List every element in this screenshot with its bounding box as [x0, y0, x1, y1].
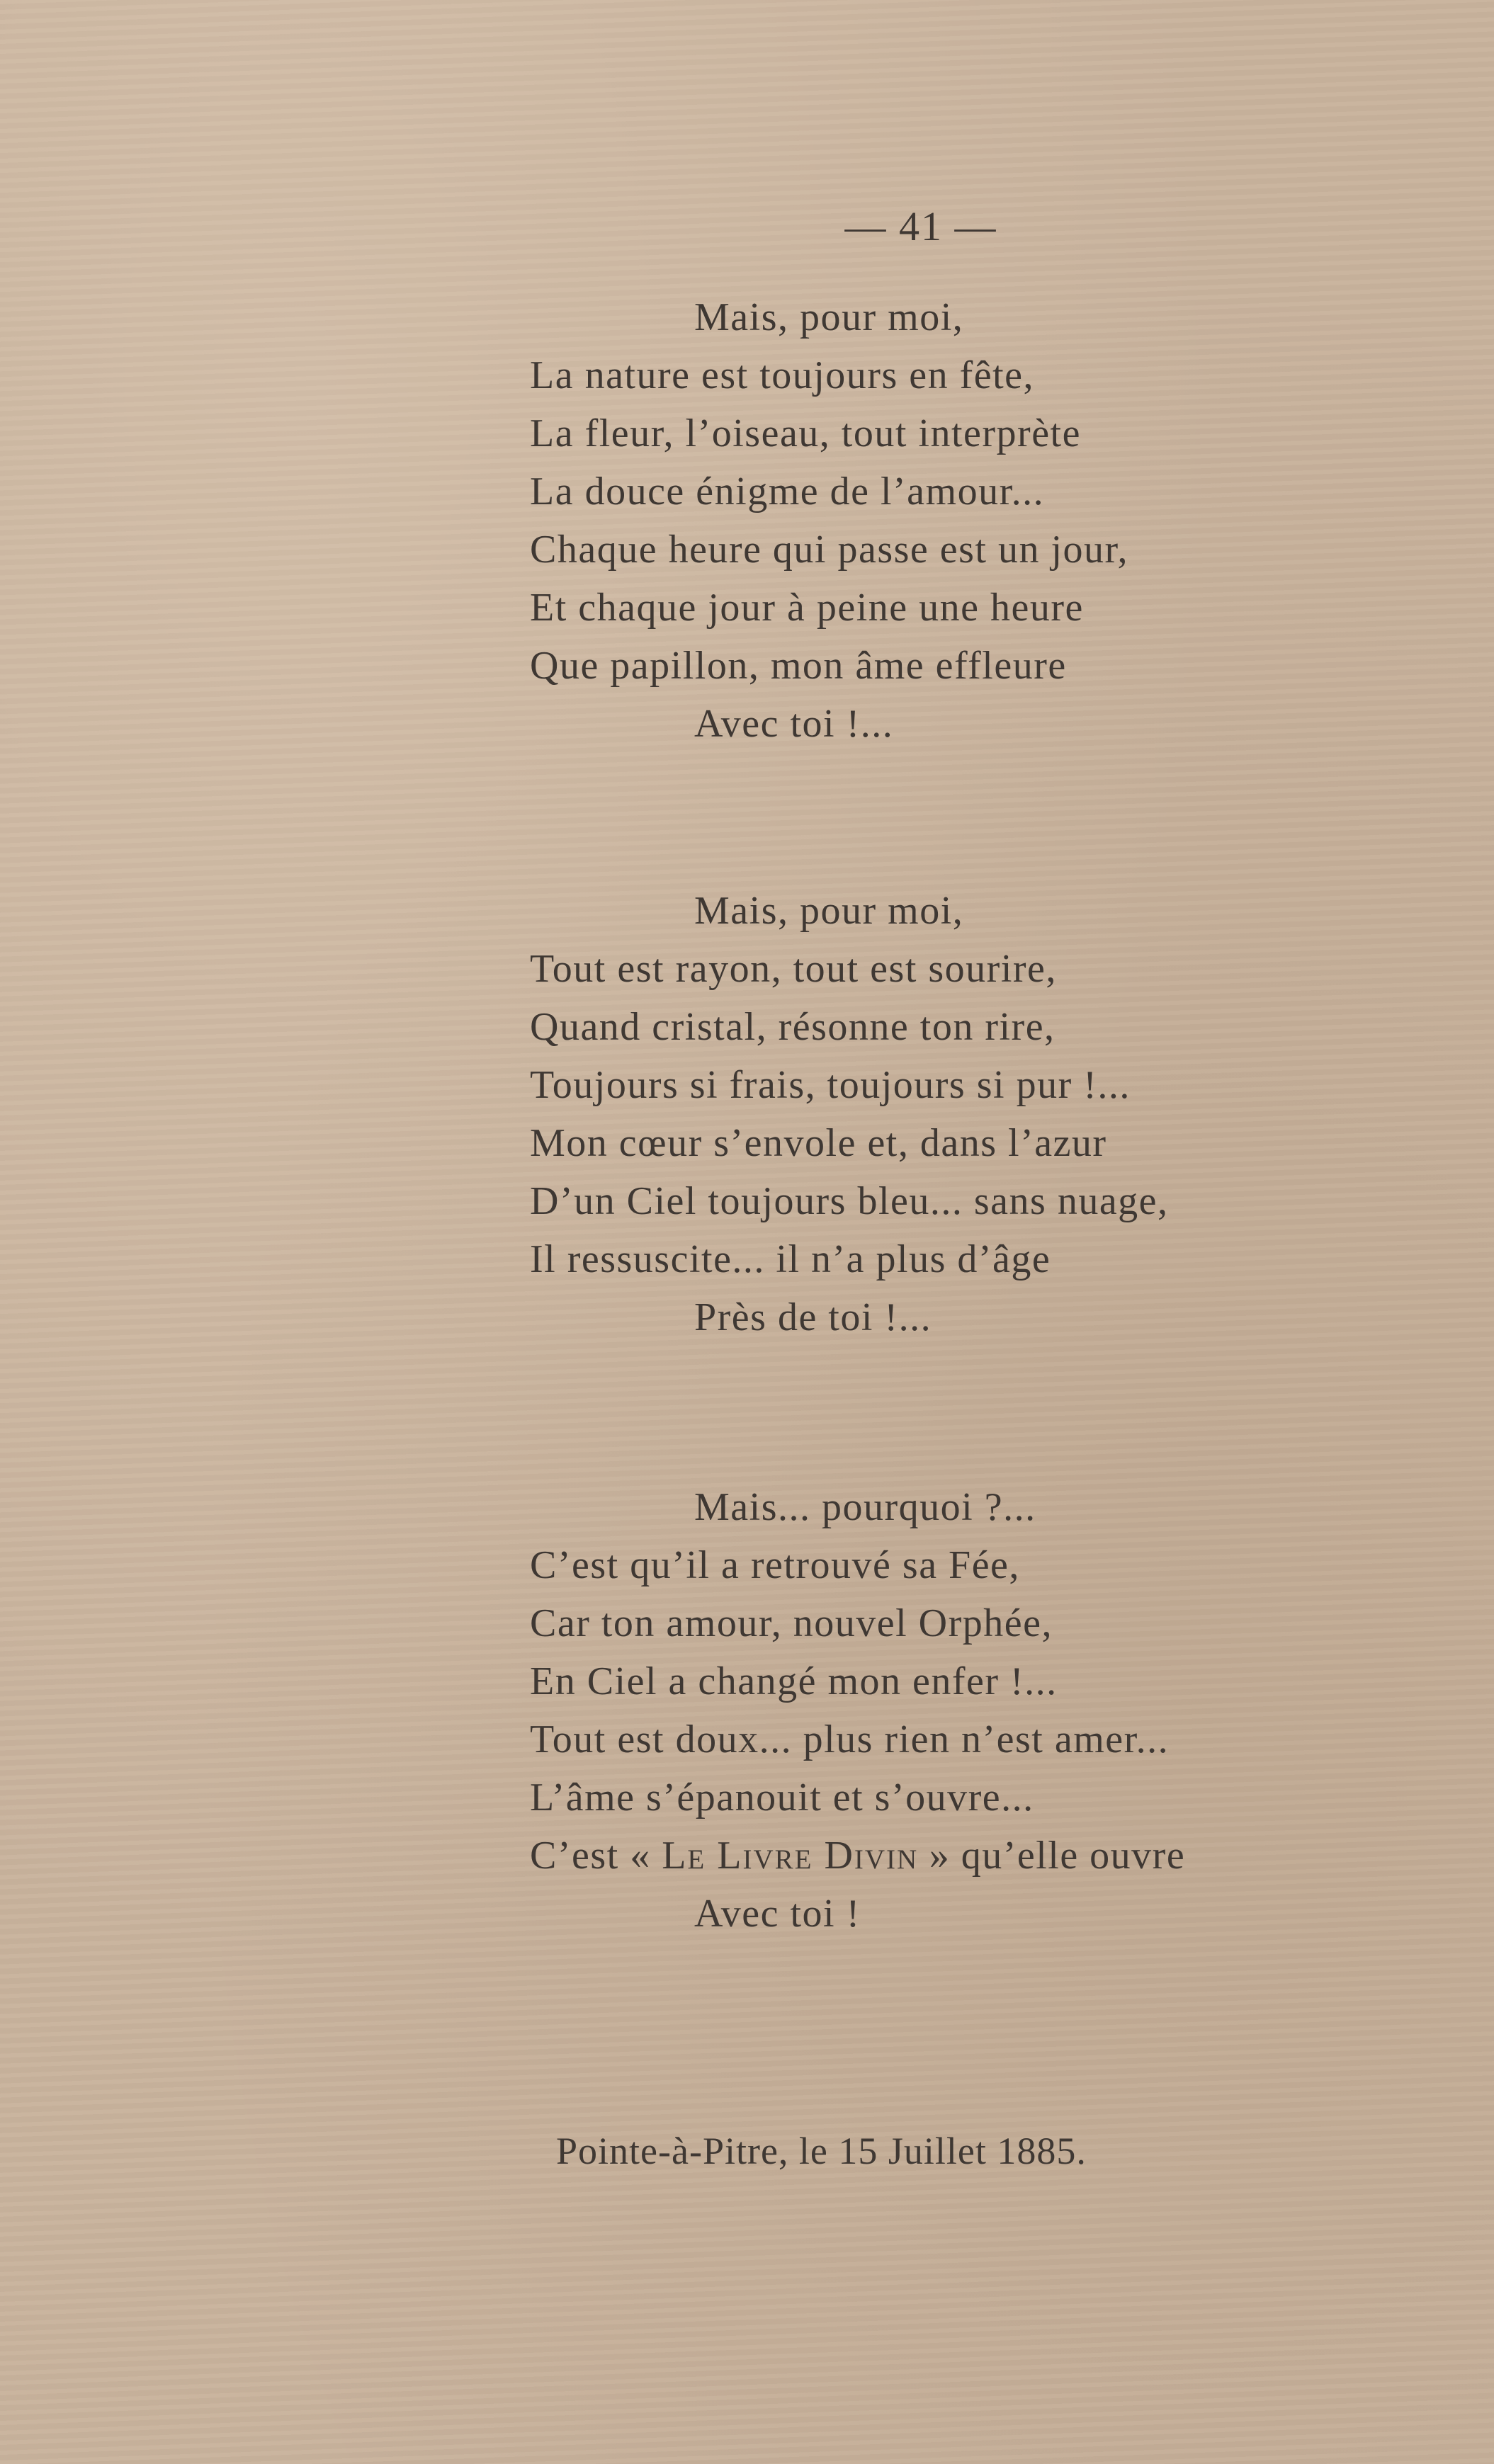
verse-line-book-title: [530, 1827, 1185, 1885]
verse-line: Près de toi !...: [694, 1295, 932, 1339]
verse-line: Et chaque jour à peine une heure: [530, 586, 1084, 630]
verse-line: Tout est doux... plus rien n’est amer...: [530, 1718, 1170, 1761]
verse-line: Avec toi !: [694, 1892, 861, 1936]
verse-line: Il ressuscite... il n’a plus d’âge: [530, 1237, 1051, 1281]
verse-line: La douce énigme de l’amour...: [530, 470, 1045, 513]
verse-line: Mon cœur s’envole et, dans l’azur: [530, 1121, 1107, 1165]
stanza-2: [530, 882, 1169, 1346]
verse-line: Mais, pour moi,: [694, 889, 964, 933]
verse-line: Que papillon, mon âme effleure: [530, 644, 1067, 688]
stanza-3: [530, 1478, 1185, 1943]
verse-line: Toujours si frais, toujours si pur !...: [530, 1063, 1131, 1107]
verse-line: Car ton amour, nouvel Orphée,: [530, 1601, 1053, 1645]
verse-line: Quand cristal, résonne ton rire,: [530, 1005, 1056, 1049]
verse-line: D’un Ciel toujours bleu... sans nuage,: [530, 1179, 1169, 1223]
verse-text: » qu’elle ouvre: [918, 1834, 1186, 1878]
verse-line: L’âme s’épanouit et s’ouvre...: [530, 1776, 1034, 1819]
verse-text: C’est «: [530, 1834, 662, 1878]
verse-line: C’est qu’il a retrouvé sa Fée,: [530, 1543, 1020, 1587]
verse-line: Chaque heure qui passe est un jour,: [530, 528, 1128, 572]
verse-line: La fleur, l’oiseau, tout interprète: [530, 411, 1081, 455]
verse-line: Mais, pour moi,: [694, 295, 964, 339]
dateline: Pointe-à-Pitre, le 15 Juillet 1885.: [556, 2130, 1087, 2172]
page-number: — 41 —: [844, 203, 997, 249]
stanza-1: [530, 288, 1128, 753]
verse-line: La nature est toujours en fête,: [530, 353, 1035, 397]
verse-line: Avec toi !...: [694, 702, 894, 746]
book-title: Le Livre Divin: [662, 1834, 919, 1878]
verse-line: En Ciel a changé mon enfer !...: [530, 1659, 1058, 1703]
verse-line: Tout est rayon, tout est sourire,: [530, 947, 1057, 991]
verse-line: Mais... pourquoi ?...: [694, 1485, 1036, 1529]
